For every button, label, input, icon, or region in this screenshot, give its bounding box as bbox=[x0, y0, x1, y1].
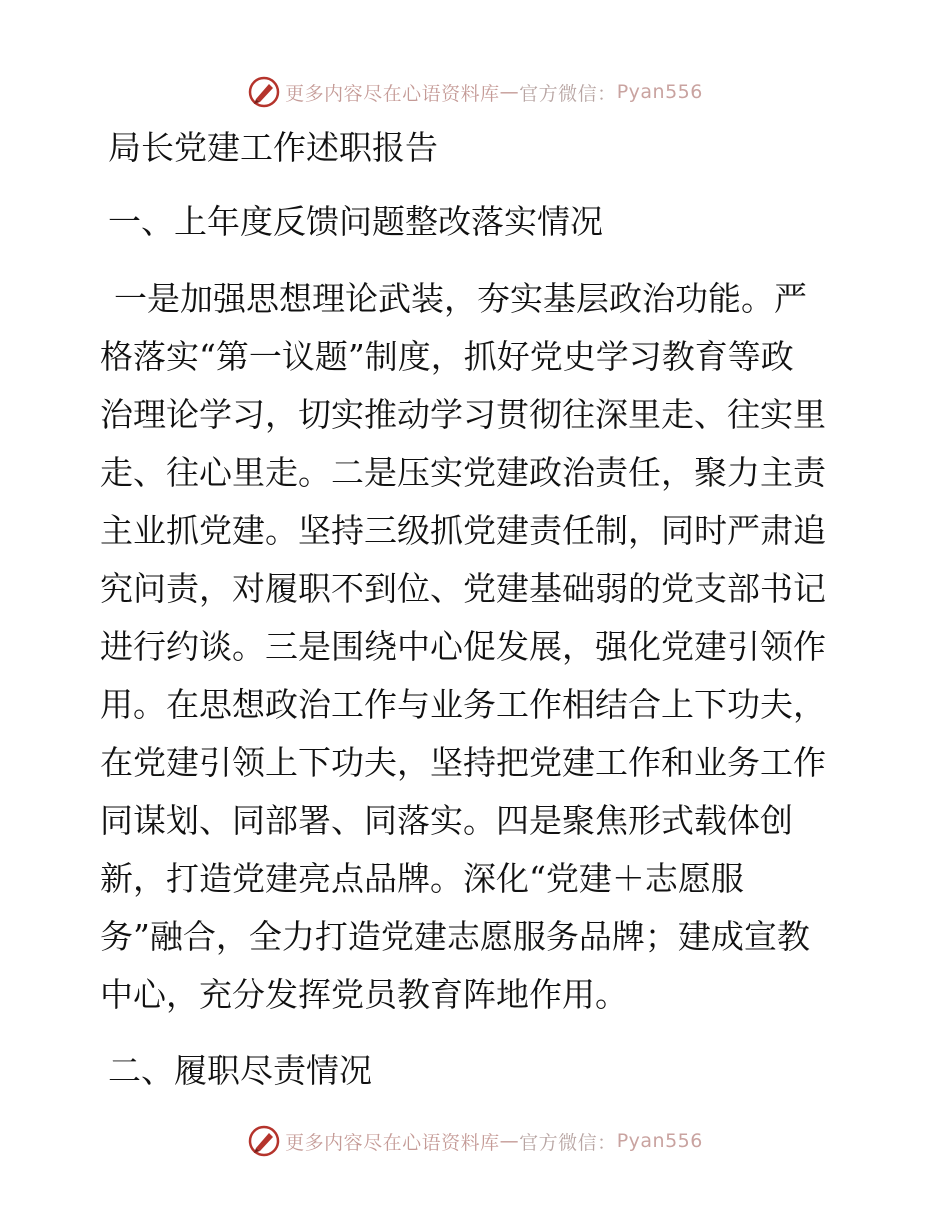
footer-watermark bbox=[0, 1121, 950, 1161]
watermark-text: 更多内容尽在心语资料库 bbox=[285, 1131, 500, 1154]
paragraph-line: 主业抓党建。坚持三级抓党建责任制，同时严肃追 bbox=[100, 511, 826, 550]
watermark-text: 更多内容尽在心语资料库 bbox=[285, 82, 500, 105]
watermark-dash: — bbox=[499, 81, 520, 103]
section-1-paragraph bbox=[100, 270, 860, 1024]
header-watermark bbox=[0, 72, 950, 112]
paragraph-line: 一是加强思想理论武装，夯实基层政治功能。严 bbox=[114, 279, 807, 318]
paragraph-line: 走、往心里走。二是压实党建政治责任，聚力主责 bbox=[100, 453, 826, 492]
paragraph-line: 进行约谈。三是围绕中心促发展，强化党建引领作 bbox=[100, 627, 826, 666]
pen-logo-icon bbox=[247, 75, 281, 109]
watermark-wechat-id: Pyan556 bbox=[616, 81, 703, 103]
watermark-wechat-label: 官方微信： bbox=[519, 1131, 617, 1154]
pen-logo-icon bbox=[247, 1124, 281, 1158]
paragraph-line: 格落实“第一议题”制度，抓好党史学习教育等政 bbox=[100, 337, 794, 376]
paragraph-line: 治理论学习，切实推动学习贯彻往深里走、往实里 bbox=[100, 395, 826, 434]
section-heading-2: 二、履职尽责情况 bbox=[108, 1051, 372, 1090]
paragraph-line: 同谋划、同部署、同落实。四是聚焦形式载体创 bbox=[100, 801, 793, 840]
watermark-wechat-label: 官方微信： bbox=[519, 82, 617, 105]
paragraph-line: 用。在思想政治工作与业务工作相结合上下功夫， bbox=[100, 685, 826, 724]
paragraph-line: 在党建引领上下功夫，坚持把党建工作和业务工作 bbox=[100, 743, 826, 782]
watermark-dash: — bbox=[499, 1130, 520, 1152]
paragraph-line: 中心，充分发挥党员教育阵地作用。 bbox=[100, 975, 628, 1014]
section-heading-1: 一、上年度反馈问题整改落实情况 bbox=[108, 202, 603, 241]
watermark-wechat-id: Pyan556 bbox=[616, 1130, 703, 1152]
paragraph-line: 务”融合，全力打造党建志愿服务品牌；建成宣教 bbox=[100, 917, 810, 956]
document-title: 局长党建工作述职报告 bbox=[108, 128, 438, 167]
paragraph-line: 新，打造党建亮点品牌。深化“党建＋志愿服 bbox=[100, 859, 744, 898]
paragraph-line: 究问责，对履职不到位、党建基础弱的党支部书记 bbox=[100, 569, 826, 608]
